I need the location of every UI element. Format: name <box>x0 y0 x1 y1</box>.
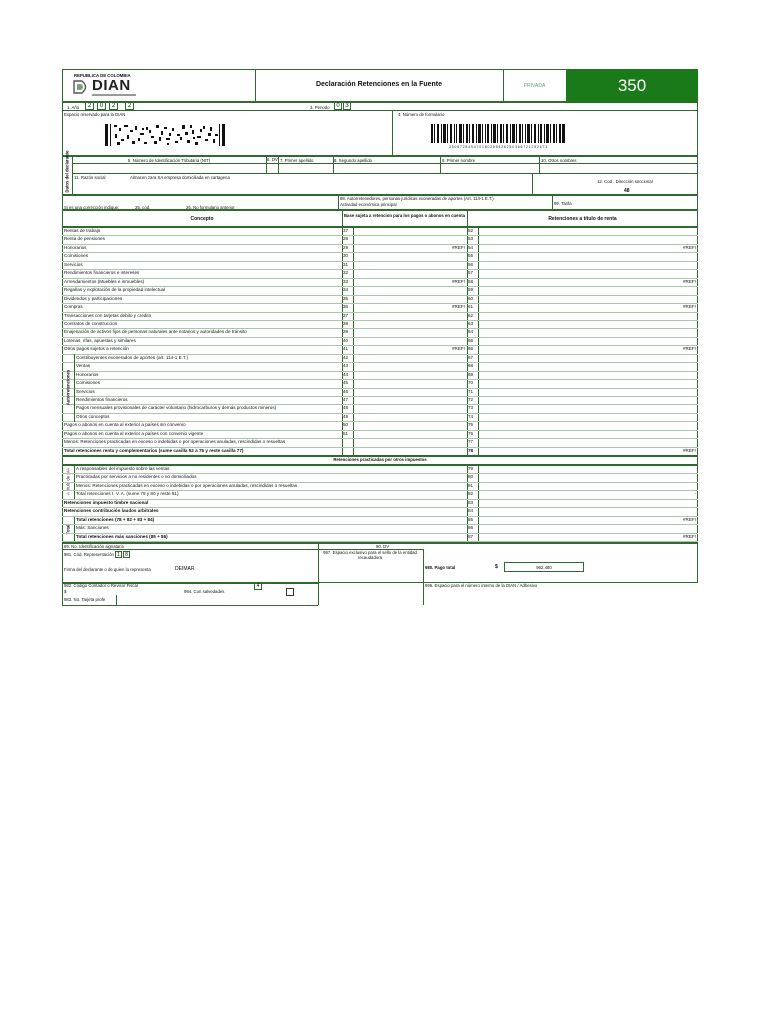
menos-label: Menos: Retenciones practicadas en exceso o indebidas o por operaciones anuladas, rescindidas o resueltas <box>64 439 286 445</box>
col-concepto-header: Concepto <box>190 216 214 222</box>
base-box-number: 47 <box>343 397 349 402</box>
cod-contador-label: 982. Código Contador o Revisor Fiscal <box>64 583 138 588</box>
form-350 <box>62 69 698 605</box>
concept-label: Comisiones <box>76 380 100 386</box>
base-value-cell[interactable]: #REF! <box>451 278 465 284</box>
retencion-box-number: 71 <box>468 388 474 394</box>
signatario-label: 89. No. Identificación signatario <box>64 544 124 549</box>
otros-nombres-label: 10. Otros nombres <box>541 158 577 163</box>
concept-label: Honorarios <box>76 371 99 377</box>
concept-label: Pagos o abonos en cuenta al exterior a países con convenio vigente <box>64 430 204 436</box>
numero-formulario-label: 4. Número de formulario <box>398 112 445 117</box>
total-section-label: Total <box>65 524 71 535</box>
cod-representacion-digit[interactable]: 8 <box>123 551 130 558</box>
privada-label: PRIVADA <box>523 83 546 89</box>
base-box-number: 36 <box>343 304 349 310</box>
retencion-box-number: 72 <box>468 397 474 402</box>
other-tax-label: Total retenciones I. V. A. (sume 79 y 80 y reste 81) <box>76 491 179 497</box>
other-tax-label: Practicadas por servicios a no residentes o no domiciliados <box>76 474 197 480</box>
retencion-box-number: 73 <box>468 405 474 411</box>
declarante-section-label: Datos del declarante <box>64 150 70 193</box>
cod-representacion-label: 981. Cód. Representación <box>64 552 114 557</box>
base-box-number: 28 <box>343 236 349 242</box>
primer-apellido-field[interactable] <box>278 164 333 173</box>
retencion-box-number: 52 <box>468 228 474 233</box>
ano-digit[interactable]: 2 <box>109 102 118 110</box>
other-tax-label: Total retenciones más sanciones (85 + 86) <box>76 533 168 539</box>
dian-logo-text: DIAN <box>92 77 131 94</box>
periodo-label: 3. Periodo <box>310 105 330 110</box>
base-box-number: 51 <box>343 430 349 436</box>
base-box-number: 43 <box>343 363 349 369</box>
concept-label: Otros pagos sujetos a retención <box>64 346 129 352</box>
signatario-field[interactable] <box>64 544 374 549</box>
currency-symbol: $ <box>495 564 498 570</box>
retencion-box-number: 67 <box>468 354 474 360</box>
dollar-sign: $ <box>64 589 67 594</box>
retencion-box-number: 66 <box>468 346 474 352</box>
primer-apellido-label: 7. Primer apellido <box>280 158 314 163</box>
retencion-box-number: 74 <box>468 413 474 419</box>
retencion-box-number: 65 <box>468 337 474 343</box>
ano-digit[interactable]: 0 <box>97 102 106 110</box>
sello-label: 997. Espacio exclusivo para el sello de la entidad recaudadora <box>323 550 417 560</box>
dian-logo-icon <box>72 79 90 95</box>
base-box-number: 39 <box>343 329 349 335</box>
logo-underline <box>92 94 136 96</box>
retencion-value-cell[interactable]: #REF! <box>682 244 696 250</box>
base-box-number: 29 <box>343 244 349 250</box>
concept-label: Regalías y explotación de la propiedad intelectual <box>64 287 166 293</box>
retencion-box-number: 61 <box>468 304 474 310</box>
other-tax-label: Retenciones impuesto timbre nacional <box>64 499 149 505</box>
barcode-1d-icon <box>431 124 565 146</box>
base-box-number: 45 <box>343 380 349 386</box>
dv-label: 6. DV <box>267 157 278 162</box>
other-tax-label: A responsables del impuesto sobre las ventas <box>76 466 170 471</box>
base-box-number: 31 <box>343 261 349 267</box>
base-box-number: 37 <box>343 312 349 318</box>
base-box-number: 49 <box>343 413 349 419</box>
cod-correccion-label[interactable]: 25. cod. <box>135 205 151 210</box>
razon-social-value[interactable]: Almacen zara SA empresa domiciliada en cartagena <box>130 175 230 180</box>
cod-representacion-digit[interactable]: 1 <box>115 551 122 558</box>
col-retenciones-header: Retenciones a título de renta <box>548 216 617 222</box>
base-box-number: 38 <box>343 320 349 326</box>
cod-direccion-value[interactable]: 48 <box>624 188 630 194</box>
ano-digit[interactable]: 2 <box>85 102 94 110</box>
primer-nombre-field[interactable] <box>440 164 539 173</box>
autorretenciones-label: Autorretenciones <box>65 369 71 406</box>
retencion-value-cell[interactable]: #REF! <box>682 346 696 352</box>
base-box-number: 41 <box>343 346 349 352</box>
retencion-box-number: 57 <box>468 270 474 276</box>
barcode-2d-icon <box>105 124 225 146</box>
base-value-cell[interactable]: #REF! <box>451 244 465 250</box>
col-base-header: Base sujeta a retencion para los pagos o abonos en cuenta <box>343 213 466 218</box>
formulario-anterior-label[interactable]: 26. No formulario anterior <box>186 205 235 210</box>
concept-label: Otros conceptos <box>76 413 110 419</box>
retencion-box-number: 59 <box>468 287 474 293</box>
espacio-numero-label: 996. Espacio para el número interno de la DIAN / Adhesivo <box>425 583 538 588</box>
retencion-box-number: 56 <box>468 261 474 267</box>
total-renta-value[interactable]: #REF! <box>682 447 696 453</box>
cod-contador-digit[interactable]: 4 <box>254 582 262 590</box>
retencion-box-number: 58 <box>468 278 474 284</box>
other-tax-value[interactable]: #REF! <box>682 516 696 522</box>
firma-label: Firma del declarante o de quien lo representa <box>64 567 151 572</box>
box-number: 81 <box>468 482 474 488</box>
concept-label: Transacciones con tarjetas debito y credito <box>64 312 152 318</box>
form-number: 350 <box>566 69 698 102</box>
retencion-box-number: 62 <box>468 312 474 318</box>
box-number: 79 <box>468 466 474 471</box>
base-box-number: 42 <box>343 354 349 360</box>
base-box-number: 40 <box>343 337 349 343</box>
republica-label: REPUBLICA DE COLOMBIA <box>74 73 131 78</box>
segundo-apellido-label: 8. Segundo apellido <box>334 158 372 163</box>
concept-label: Pagos o abonos en cuenta al exterior a países sin convenio <box>64 422 186 428</box>
nit-field[interactable] <box>72 164 266 173</box>
nit-label: 5. Número de Identificación Tributaria (NIT) <box>127 158 211 163</box>
retencion-box-number: 53 <box>468 236 474 242</box>
barcode-number: 3 5 0 6 7 2 8 4 9 4 7 0 1 8 0 2 8 5 5 2 6 2 5 0 3 6 6 7 2 1 2 9 2 6 7 3 <box>448 145 548 149</box>
other-tax-value[interactable]: - <box>694 491 696 497</box>
otros-impuestos-title: Retenciones practicadas por otros impuestos <box>333 457 427 462</box>
iva-section-label: A título de IVA <box>65 468 71 495</box>
other-tax-value[interactable]: #REF! <box>682 533 696 539</box>
base-box-number: 48 <box>343 405 349 411</box>
actividad-label: Actividad económica principal <box>340 202 397 207</box>
retencion-box-number: 68 <box>468 363 474 369</box>
base-value-cell[interactable]: #REF! <box>451 304 465 310</box>
other-tax-label: Más: Sanciones <box>76 525 109 531</box>
retencion-box-number: 64 <box>468 329 474 335</box>
concept-label: Rentas de trabajo <box>64 228 101 233</box>
box-number: 84 <box>468 508 474 514</box>
box-number: 86 <box>468 525 474 531</box>
concept-label: Rendimientos financieros <box>76 397 128 402</box>
concept-label: Enajenación de activos fijos de personas naturales ante notarios y autoridades de tránsito <box>64 329 247 335</box>
retencion-box-number: 63 <box>468 320 474 326</box>
retencion-box-number: 69 <box>468 371 474 377</box>
espacio-dian-label: Espacio reservado para la DIAN <box>64 112 126 117</box>
pago-total-label: 980. Pago total <box>425 565 456 570</box>
other-tax-label: Menos: Retenciones practicadas en exceso o indebidas o por operaciones anuladas, rescindidas o resueltas <box>76 482 298 488</box>
ano-digit[interactable]: 2 <box>125 102 134 110</box>
concept-label: Dividendos y participaciones <box>64 295 123 301</box>
concept-label: Compras <box>64 304 83 310</box>
total-renta-label: Total retenciones renta y complementarios (sume casilla 52 a 76 y reste casilla 77) <box>64 447 244 453</box>
cod-direccion-label: 12. Cod . Dirección seccional <box>597 179 653 184</box>
salvedades-label: 994. Con salvedades <box>184 589 225 594</box>
retencion-box-number: 55 <box>468 253 474 259</box>
correccion-label: Si es una corrección indique: <box>64 205 120 210</box>
retencion-box-number: 75 <box>468 422 474 428</box>
concept-label: Pagos mensuales provisionales de carácter voluntario (hidrocarburos y demás productos mineros) <box>76 405 277 411</box>
otros-nombres-field[interactable] <box>539 164 698 173</box>
tarjeta-label: 983. No. Tarjeta profe <box>64 597 106 602</box>
base-box-number: 37 <box>343 228 349 233</box>
base-box-number: 44 <box>343 371 349 377</box>
concept-label: Renta de pensiones <box>64 236 105 242</box>
segundo-apellido-field[interactable] <box>333 164 440 173</box>
retencion-box-number: 70 <box>468 380 474 386</box>
periodo-digit[interactable]: 0 <box>334 102 342 110</box>
retencion-box-number: 54 <box>468 244 474 250</box>
concept-label: Servicios <box>76 388 95 394</box>
dv-field[interactable] <box>266 164 278 173</box>
tarifa-label[interactable]: 99. Tarifa <box>554 201 572 206</box>
base-box-number: 35 <box>343 295 349 301</box>
firma-value[interactable]: DEIMAR <box>175 566 195 572</box>
form-title: Declaración Retenciones en la Fuente <box>315 81 443 88</box>
retencion-box-number: 60 <box>468 295 474 301</box>
base-box-number: 33 <box>343 278 349 284</box>
base-box-number: 34 <box>343 287 349 293</box>
concept-label: Rendimientos financieros e intereses <box>64 270 140 276</box>
razon-social-label: 11. Razón social <box>74 175 106 180</box>
retencion-box-number: 78 <box>468 447 474 453</box>
concept-label: Honorarios <box>64 244 87 250</box>
primer-nombre-label: 9. Primer nombre <box>442 158 476 163</box>
retencion-box-number: 76 <box>468 430 474 436</box>
retencion-value-cell[interactable]: #REF! <box>682 278 696 284</box>
box-number: 87 <box>468 533 474 539</box>
other-tax-label: Total retenciones (78 + 82 + 83 + 84) <box>76 516 155 522</box>
box-number: 82 <box>468 491 474 497</box>
concept-label: Contratos de construccion <box>64 320 118 326</box>
base-box-number: 32 <box>343 270 349 276</box>
box-number: 85 <box>468 516 474 522</box>
autorretenedores-label: 98. Autorretenedores, personas jurídicas exoneradas de aportes (Art. 114-1 E.T.) <box>340 196 494 201</box>
ano-label: 1. Año <box>67 105 80 110</box>
concept-label: Servicios <box>64 261 83 267</box>
base-box-number: 50 <box>343 422 349 428</box>
dv-signatario-label[interactable]: 90. DV <box>376 544 390 549</box>
pago-total-field[interactable]: 962,480 <box>504 562 584 572</box>
box-number: 80 <box>468 474 474 480</box>
base-box-number: 30 <box>343 253 349 259</box>
base-box-number: 46 <box>343 388 349 394</box>
concept-label: Loterias, rifas, apuestas y similares <box>64 337 136 343</box>
concept-label: Contribuyentes exonerados de aportes (art. 114-1 E.T.) <box>76 354 189 360</box>
periodo-digit[interactable]: 3 <box>343 102 351 110</box>
retencion-box-number: 77 <box>468 439 474 445</box>
box-number: 83 <box>468 499 474 505</box>
concept-label: Comisiones <box>64 253 88 259</box>
retencion-value-cell[interactable]: #REF! <box>682 304 696 310</box>
salvedades-checkbox[interactable] <box>286 588 294 596</box>
base-value-cell[interactable]: #REF! <box>451 346 465 352</box>
other-tax-label: Retenciones contribución laudos arbitrales <box>64 508 159 514</box>
concept-label: Ventas <box>76 363 91 369</box>
concept-label: Arrendamientos (Muebles e inmuebles) <box>64 278 145 284</box>
